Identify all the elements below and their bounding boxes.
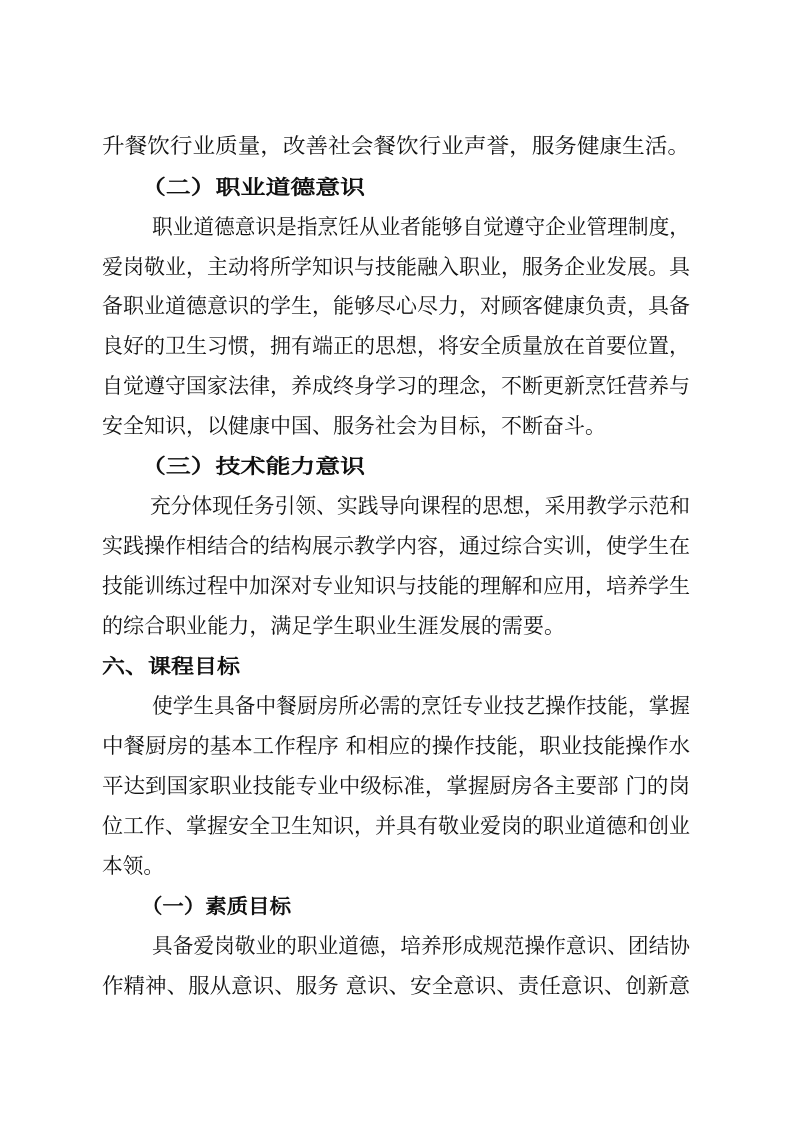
heading-course-objectives: 六、课程目标 bbox=[102, 654, 240, 678]
goals-paragraph-line: 本领。 bbox=[102, 854, 164, 878]
heading-quality-objectives: （一）素质目标 bbox=[141, 894, 291, 918]
ethics-paragraph-line: 自觉遵守国家法律，养成终身学习的理念，不断更新烹饪营养与 bbox=[102, 374, 690, 398]
goals-paragraph-line: 位工作、掌握安全卫生知识，并具有敬业爱岗的职业道德和创业 bbox=[102, 814, 690, 838]
goals-paragraph-line: 中餐厨房的基本工作程序 和相应的操作技能，职业技能操作水 bbox=[102, 734, 690, 758]
quality-paragraph-line: 具备爱岗敬业的职业道德，培养形成规范操作意识、团结协 bbox=[152, 934, 690, 958]
goals-paragraph-line: 使学生具备中餐厨房所必需的烹饪专业技艺操作技能，掌握 bbox=[152, 694, 690, 718]
tech-paragraph-line: 充分体现任务引领、实践导向课程的思想，采用教学示范和 bbox=[150, 494, 690, 518]
ethics-paragraph-line: 安全知识，以健康中国、服务社会为目标，不断奋斗。 bbox=[102, 414, 606, 438]
heading-professional-ethics: （二）职业道德意识 bbox=[141, 175, 365, 199]
ethics-paragraph-line: 备职业道德意识的学生，能够尽心尽力，对顾客健康负责，具备 bbox=[102, 294, 690, 318]
ethics-paragraph-line: 职业道德意识是指烹饪从业者能够自觉遵守企业管理制度， bbox=[152, 215, 690, 239]
ethics-paragraph-line: 爱岗敬业，主动将所学知识与技能融入职业，服务企业发展。具 bbox=[102, 255, 690, 279]
tech-paragraph-line: 实践操作相结合的结构展示教学内容，通过综合实训，使学生在 bbox=[102, 534, 690, 558]
heading-technical-ability: （三）技术能力意识 bbox=[141, 454, 365, 478]
ethics-paragraph-line: 良好的卫生习惯，拥有端正的思想，将安全质量放在首要位置， bbox=[102, 334, 690, 358]
intro-paragraph-line: 升餐饮行业质量，改善社会餐饮行业声誉，服务健康生活。 bbox=[102, 134, 690, 158]
quality-paragraph-line: 作精神、服从意识、服务 意识、安全意识、责任意识、创新意 bbox=[102, 974, 690, 998]
tech-paragraph-line: 技能训练过程中加深对专业知识与技能的理解和应用，培养学生 bbox=[102, 574, 690, 598]
tech-paragraph-line: 的综合职业能力，满足学生职业生涯发展的需要。 bbox=[102, 614, 565, 638]
goals-paragraph-line: 平达到国家职业技能专业中级标准，掌握厨房各主要部 门的岗 bbox=[102, 774, 690, 798]
